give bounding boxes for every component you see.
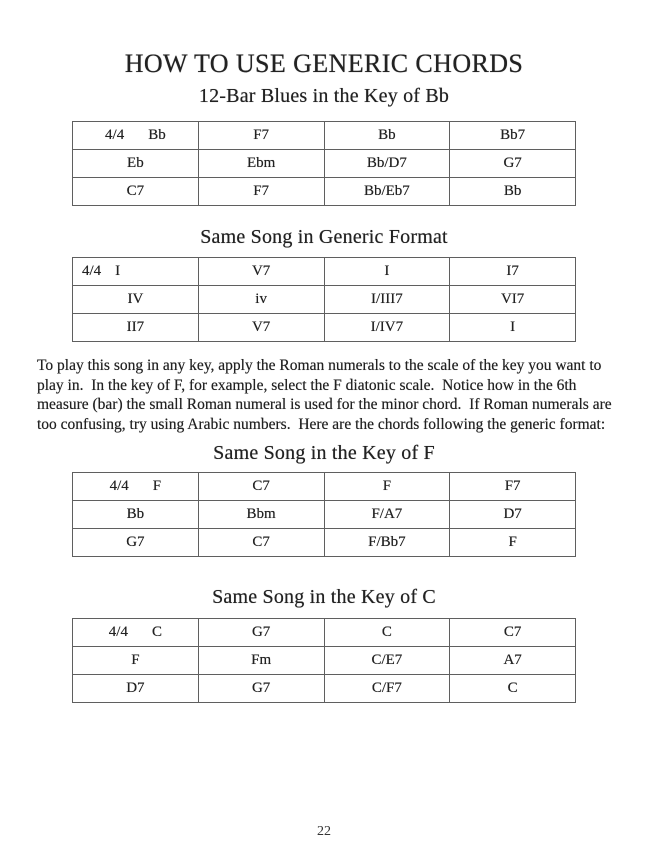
chord-value: I [115,263,121,279]
chord-cell: G7 [73,529,199,557]
table-row [73,501,576,529]
chord-cell: F7 [450,473,576,501]
chord-cell: C [324,619,450,647]
chord-cell: Eb [73,150,199,178]
chord-cell: D7 [450,501,576,529]
chord-cell [73,473,199,501]
chord-cell: F/A7 [324,501,450,529]
chord-cell: iv [198,286,324,314]
chord-value: F [152,478,162,494]
chord-cell: G7 [198,619,324,647]
chord-cell: Bb [450,178,576,206]
chord-cell: I7 [450,258,576,286]
section-heading-key-f: Same Song in the Key of F [213,442,435,464]
body-paragraph: To play this song in any key, apply the Roman numerals to the scale of the key you want to play in. In the key of F, for example, select the F diatonic scale. Notice how in the 6th measure (bar) the small Roman numeral is used for the minor chord. If Roman numerals are too confusing, try using Arabic numbers. Here are the chords following the generic format: [37,357,616,433]
page-title: HOW TO USE GENERIC CHORDS [124,49,524,78]
chord-cell [73,619,199,647]
chord-cell: C7 [198,473,324,501]
chord-cell: C [450,675,576,703]
chord-cell: I [324,258,450,286]
chord-table-bb [72,121,576,206]
chord-table-key-c [72,618,576,703]
chord-cell: D7 [73,675,199,703]
chord-cell: C/E7 [324,647,450,675]
table-row [73,647,576,675]
chord-cell: V7 [198,258,324,286]
time-signature: 4/4 [105,127,125,143]
chord-cell: Bb7 [450,122,576,150]
chord-cell: IV [73,286,199,314]
chord-cell: Bb/D7 [324,150,450,178]
chord-cell: G7 [450,150,576,178]
time-signature: 4/4 [109,478,129,494]
time-signature: 4/4 [82,263,102,279]
chord-cell: I/IV7 [324,314,450,342]
chord-cell: VI7 [450,286,576,314]
chord-cell [73,258,199,286]
table-row [73,529,576,557]
table-row [73,675,576,703]
chord-cell: C7 [73,178,199,206]
table-row [73,314,576,342]
chord-cell: C7 [198,529,324,557]
chord-cell: II7 [73,314,199,342]
chord-cell: C7 [450,619,576,647]
chord-value: C [151,624,162,640]
chord-cell: Bbm [198,501,324,529]
chord-cell [73,122,199,150]
table-row [73,619,576,647]
chord-cell: V7 [198,314,324,342]
chord-cell: G7 [198,675,324,703]
chord-cell: I [450,314,576,342]
table-row [73,150,576,178]
chord-cell: A7 [450,647,576,675]
chord-cell: F7 [198,122,324,150]
section-heading-bb: 12-Bar Blues in the Key of Bb [198,85,450,107]
time-signature: 4/4 [108,624,128,640]
chord-cell: F7 [198,178,324,206]
chord-value: Bb [148,127,166,143]
chord-cell: F [450,529,576,557]
chord-cell: Bb/Eb7 [324,178,450,206]
table-row [73,178,576,206]
chord-cell: Bb [73,501,199,529]
chord-cell: I/III7 [324,286,450,314]
chord-cell: C/F7 [324,675,450,703]
table-row [73,473,576,501]
chord-table-key-f [72,472,576,557]
section-heading-generic: Same Song in Generic Format [200,226,448,248]
chord-cell: Fm [198,647,324,675]
chord-cell: F [324,473,450,501]
page-number: 22 [317,824,331,839]
table-row [73,286,576,314]
table-row [73,258,576,286]
chord-cell: F/Bb7 [324,529,450,557]
chord-cell: Bb [324,122,450,150]
chord-table-generic [72,257,576,342]
chord-cell: F [73,647,199,675]
chord-cell: Ebm [198,150,324,178]
section-heading-key-c: Same Song in the Key of C [212,586,436,608]
table-row [73,122,576,150]
